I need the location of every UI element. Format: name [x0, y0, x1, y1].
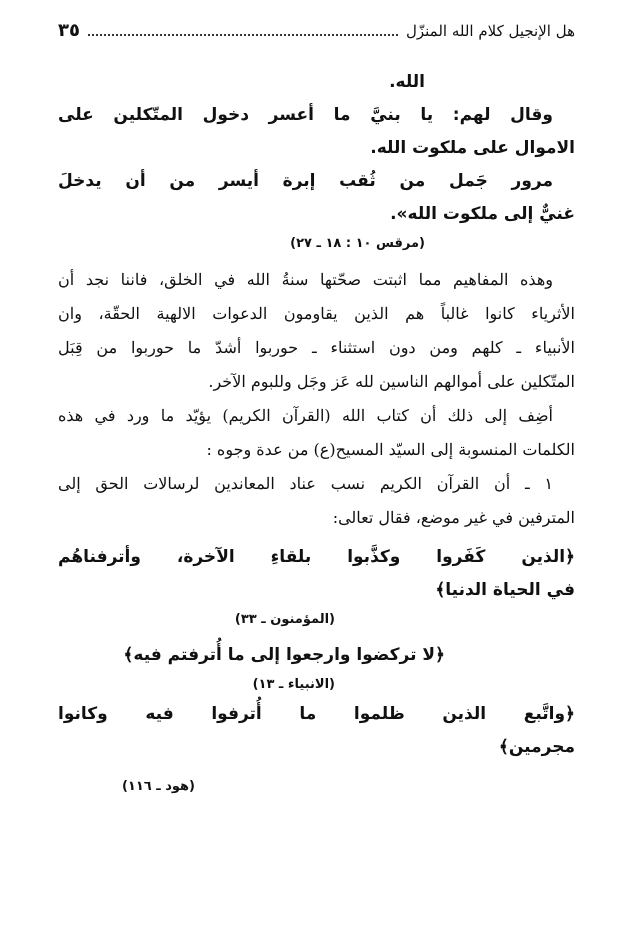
verse-reference: (المؤمنون ـ ٣٣)	[234, 612, 335, 627]
paragraph-line: أضِف إلى ذلك أن كتاب الله (القرآن الكريم) يؤيّد ما ورد في هذه	[58, 406, 553, 425]
quran-verse-line: ﴿واتَّبع الذين ظلموا ما أُترفوا فيه وكانوا	[58, 704, 575, 724]
paragraph-line: وهذه المفاهيم مما اثبتت صحّتها سنةُ الله في الخلق، فاننا نجد أن	[58, 270, 553, 289]
book-page	[58, 20, 575, 900]
verse-reference: (هود ـ ١١٦)	[121, 779, 195, 794]
quran-verse-line: ﴿الذين كَفَروا وكذَّبوا بلقاءِ الآخرة، وأترفناهُم	[58, 547, 575, 567]
paragraph-line: الأنبياء ـ كلهم ومن دون استثناء ـ حوربوا أشدّ ما حوربوا من قِبَل	[58, 338, 575, 357]
page-number: ٣٥	[58, 20, 80, 41]
quran-verse-line: مجرمين﴾	[498, 737, 575, 757]
paragraph-line: المتّكلين على أموالهم الناسين لله عَز وجَل وللبوم الآخر.	[208, 372, 575, 391]
scripture-reference: (مرقس ١٠ : ١٨ ـ ٢٧)	[290, 236, 425, 251]
quran-verse-line: ﴿لا تركضوا وارجعوا إلى ما أُترفتم فيه﴾	[123, 645, 445, 665]
quote-line: الاموال على ملكوت الله.	[370, 138, 575, 158]
quote-line: الله.	[389, 72, 425, 92]
paragraph-line: الأثرياء كانوا غالباً هم الذين يقاومون الدعوات الالهية الحقّة، وان	[58, 304, 575, 323]
quote-line: وقال لهم: يا بنيَّ ما أعسر دخول المتّكلين على	[58, 105, 553, 125]
quote-line: مرور جَمل من ثُقب إبرة أيسر من أن يدخلَ	[58, 171, 553, 191]
numbered-point-line: ١ ـ أن القرآن الكريم نسب عناد المعاندين لرسالات الحق إلى	[58, 474, 553, 493]
header-dot-leader	[88, 22, 398, 36]
numbered-point-line: المترفين في غير موضع، فقال تعالى:	[332, 508, 575, 527]
paragraph-line: الكلمات المنسوبة إلى السيّد المسيح(ع) من عدة وجوه :	[206, 440, 575, 459]
verse-reference: (الانبياء ـ ١٣)	[252, 677, 335, 692]
page-header	[58, 20, 575, 60]
quran-verse-line: في الحياة الدنيا﴾	[435, 580, 575, 600]
quote-line: غنيٌّ إلى ملكوت الله».	[390, 204, 575, 224]
running-title: هل الإنجيل كلام الله المنزّل	[405, 22, 575, 40]
